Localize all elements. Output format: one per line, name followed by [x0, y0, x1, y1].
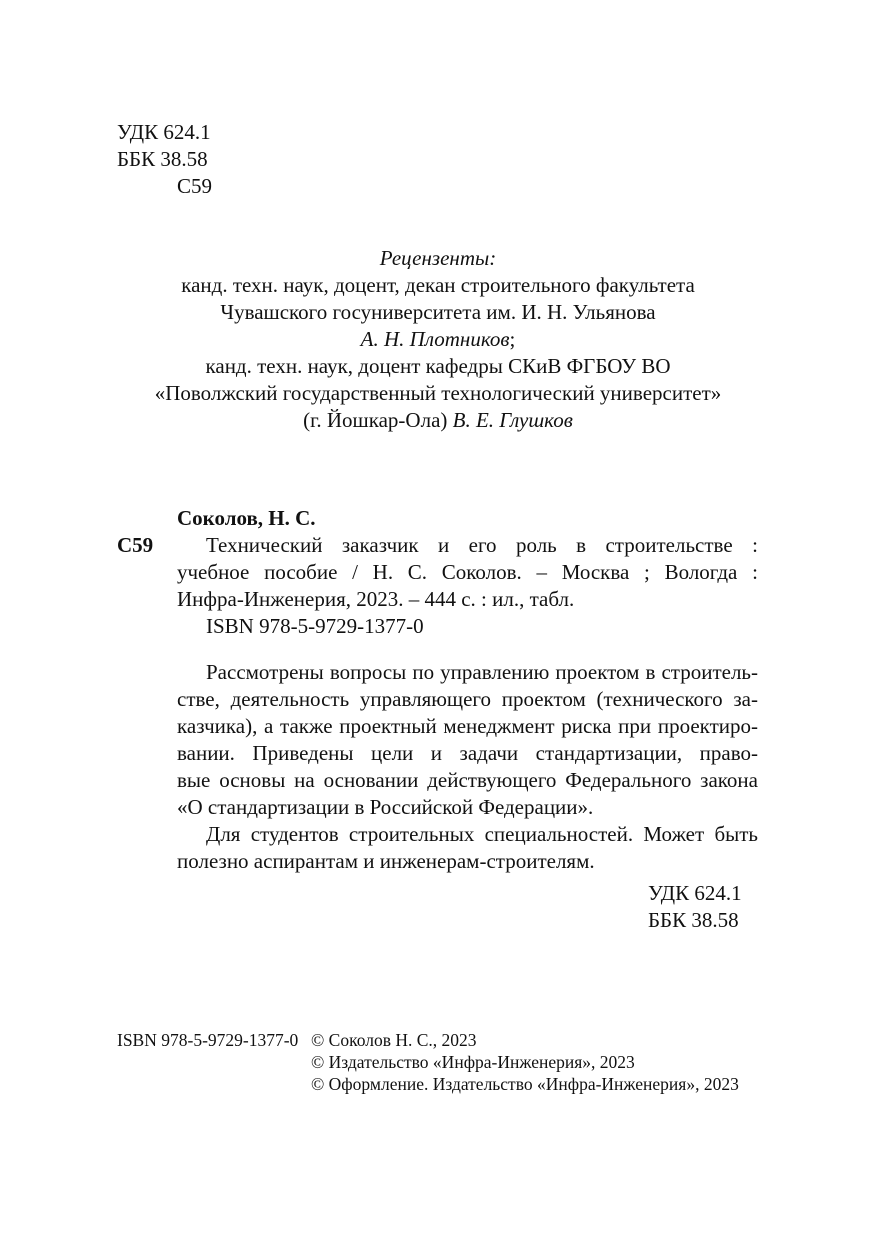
- annotation-line: казчика), а также проектный менеджмент риска при проектиро-: [177, 714, 758, 738]
- bib-word: учебное: [177, 560, 250, 584]
- bib-word: пособие: [264, 560, 338, 584]
- reviewer-1-affiliation: Чувашского госуниверситета им. И. Н. Ульянова: [220, 300, 656, 324]
- reviewer-1-name: А. Н. Плотников: [360, 327, 510, 351]
- reviewer-1-position: канд. техн. наук, доцент, декан строительного факультета: [181, 273, 695, 297]
- reviewer-2-position: канд. техн. наук, доцент кафедры СКиВ ФГБОУ ВО: [205, 354, 671, 378]
- author-sign: С59: [177, 174, 213, 198]
- bib-word: ;: [644, 560, 650, 584]
- bib-word: Москва: [561, 560, 630, 584]
- bib-word: /: [352, 560, 358, 584]
- bib-title-line-1: [206, 532, 758, 559]
- bib-word: :: [752, 533, 758, 557]
- bib-author: Соколов, Н. С.: [177, 506, 316, 530]
- annotation-line: Рассмотрены вопросы по управлению проектом в строитель-: [206, 660, 758, 684]
- footer-bbk-code: ББК 38.58: [648, 908, 739, 932]
- copyright-design: © Оформление. Издательство «Инфра-Инженерия», 2023: [311, 1074, 739, 1094]
- reviewer-2-affiliation: «Поволжский государственный технологический университет»: [154, 381, 722, 405]
- annotation-line: полезно аспирантам и инженерам-строителям.: [177, 849, 595, 873]
- reviewer-separator: ;: [509, 327, 516, 351]
- bib-sign: С59: [117, 533, 154, 557]
- bib-word: и: [437, 533, 450, 557]
- annotation-line: вании. Приведены цели и задачи стандартизации, право-: [177, 741, 758, 765]
- copyright-author: © Соколов Н. С., 2023: [311, 1030, 477, 1050]
- annotation-line: стве, деятельность управляющего проектом (технического за-: [177, 687, 758, 711]
- bib-word: Технический: [206, 533, 323, 557]
- annotation-paragraph-2: [177, 821, 758, 875]
- bib-word: Соколов.: [441, 560, 522, 584]
- copyright-publisher: © Издательство «Инфра-Инженерия», 2023: [311, 1052, 635, 1072]
- bib-word: Н.: [372, 560, 394, 584]
- footer-udk-code: УДК 624.1: [648, 881, 742, 905]
- annotation-line: вые основы на основании действующего Федерального закона: [177, 768, 758, 792]
- bbk-code: ББК 38.58: [117, 147, 208, 171]
- bib-word: его: [468, 533, 497, 557]
- reviewer-2-name: В. Е. Глушков: [452, 408, 573, 432]
- udk-code: УДК 624.1: [117, 120, 211, 144]
- bib-word: роль: [515, 533, 557, 557]
- reviewer-1-name-line: [0, 326, 876, 353]
- bib-word: строительстве: [605, 533, 733, 557]
- bib-word: Вологда: [664, 560, 738, 584]
- bib-word: в: [576, 533, 587, 557]
- bib-word: –: [536, 560, 547, 584]
- copyright-isbn: ISBN 978-5-9729-1377-0: [117, 1030, 299, 1050]
- bib-word: заказчик: [341, 533, 419, 557]
- annotation-paragraph-1: [177, 659, 758, 821]
- bib-isbn: ISBN 978-5-9729-1377-0: [206, 614, 424, 638]
- bib-title-line-2: [177, 559, 758, 586]
- annotation-line: «О стандартизации в Российской Федерации».: [177, 795, 594, 819]
- reviewer-2-name-line: [0, 407, 876, 434]
- bib-word: С.: [407, 560, 428, 584]
- reviewers-title: Рецензенты:: [379, 246, 497, 270]
- reviewer-2-city: (г. Йошкар-Ола): [303, 408, 448, 432]
- bib-publication-line: Инфра-Инженерия, 2023. – 444 с. : ил., табл.: [177, 587, 575, 611]
- bib-word: :: [752, 560, 758, 584]
- annotation-line: Для студентов строительных специальностей. Может быть: [206, 822, 758, 846]
